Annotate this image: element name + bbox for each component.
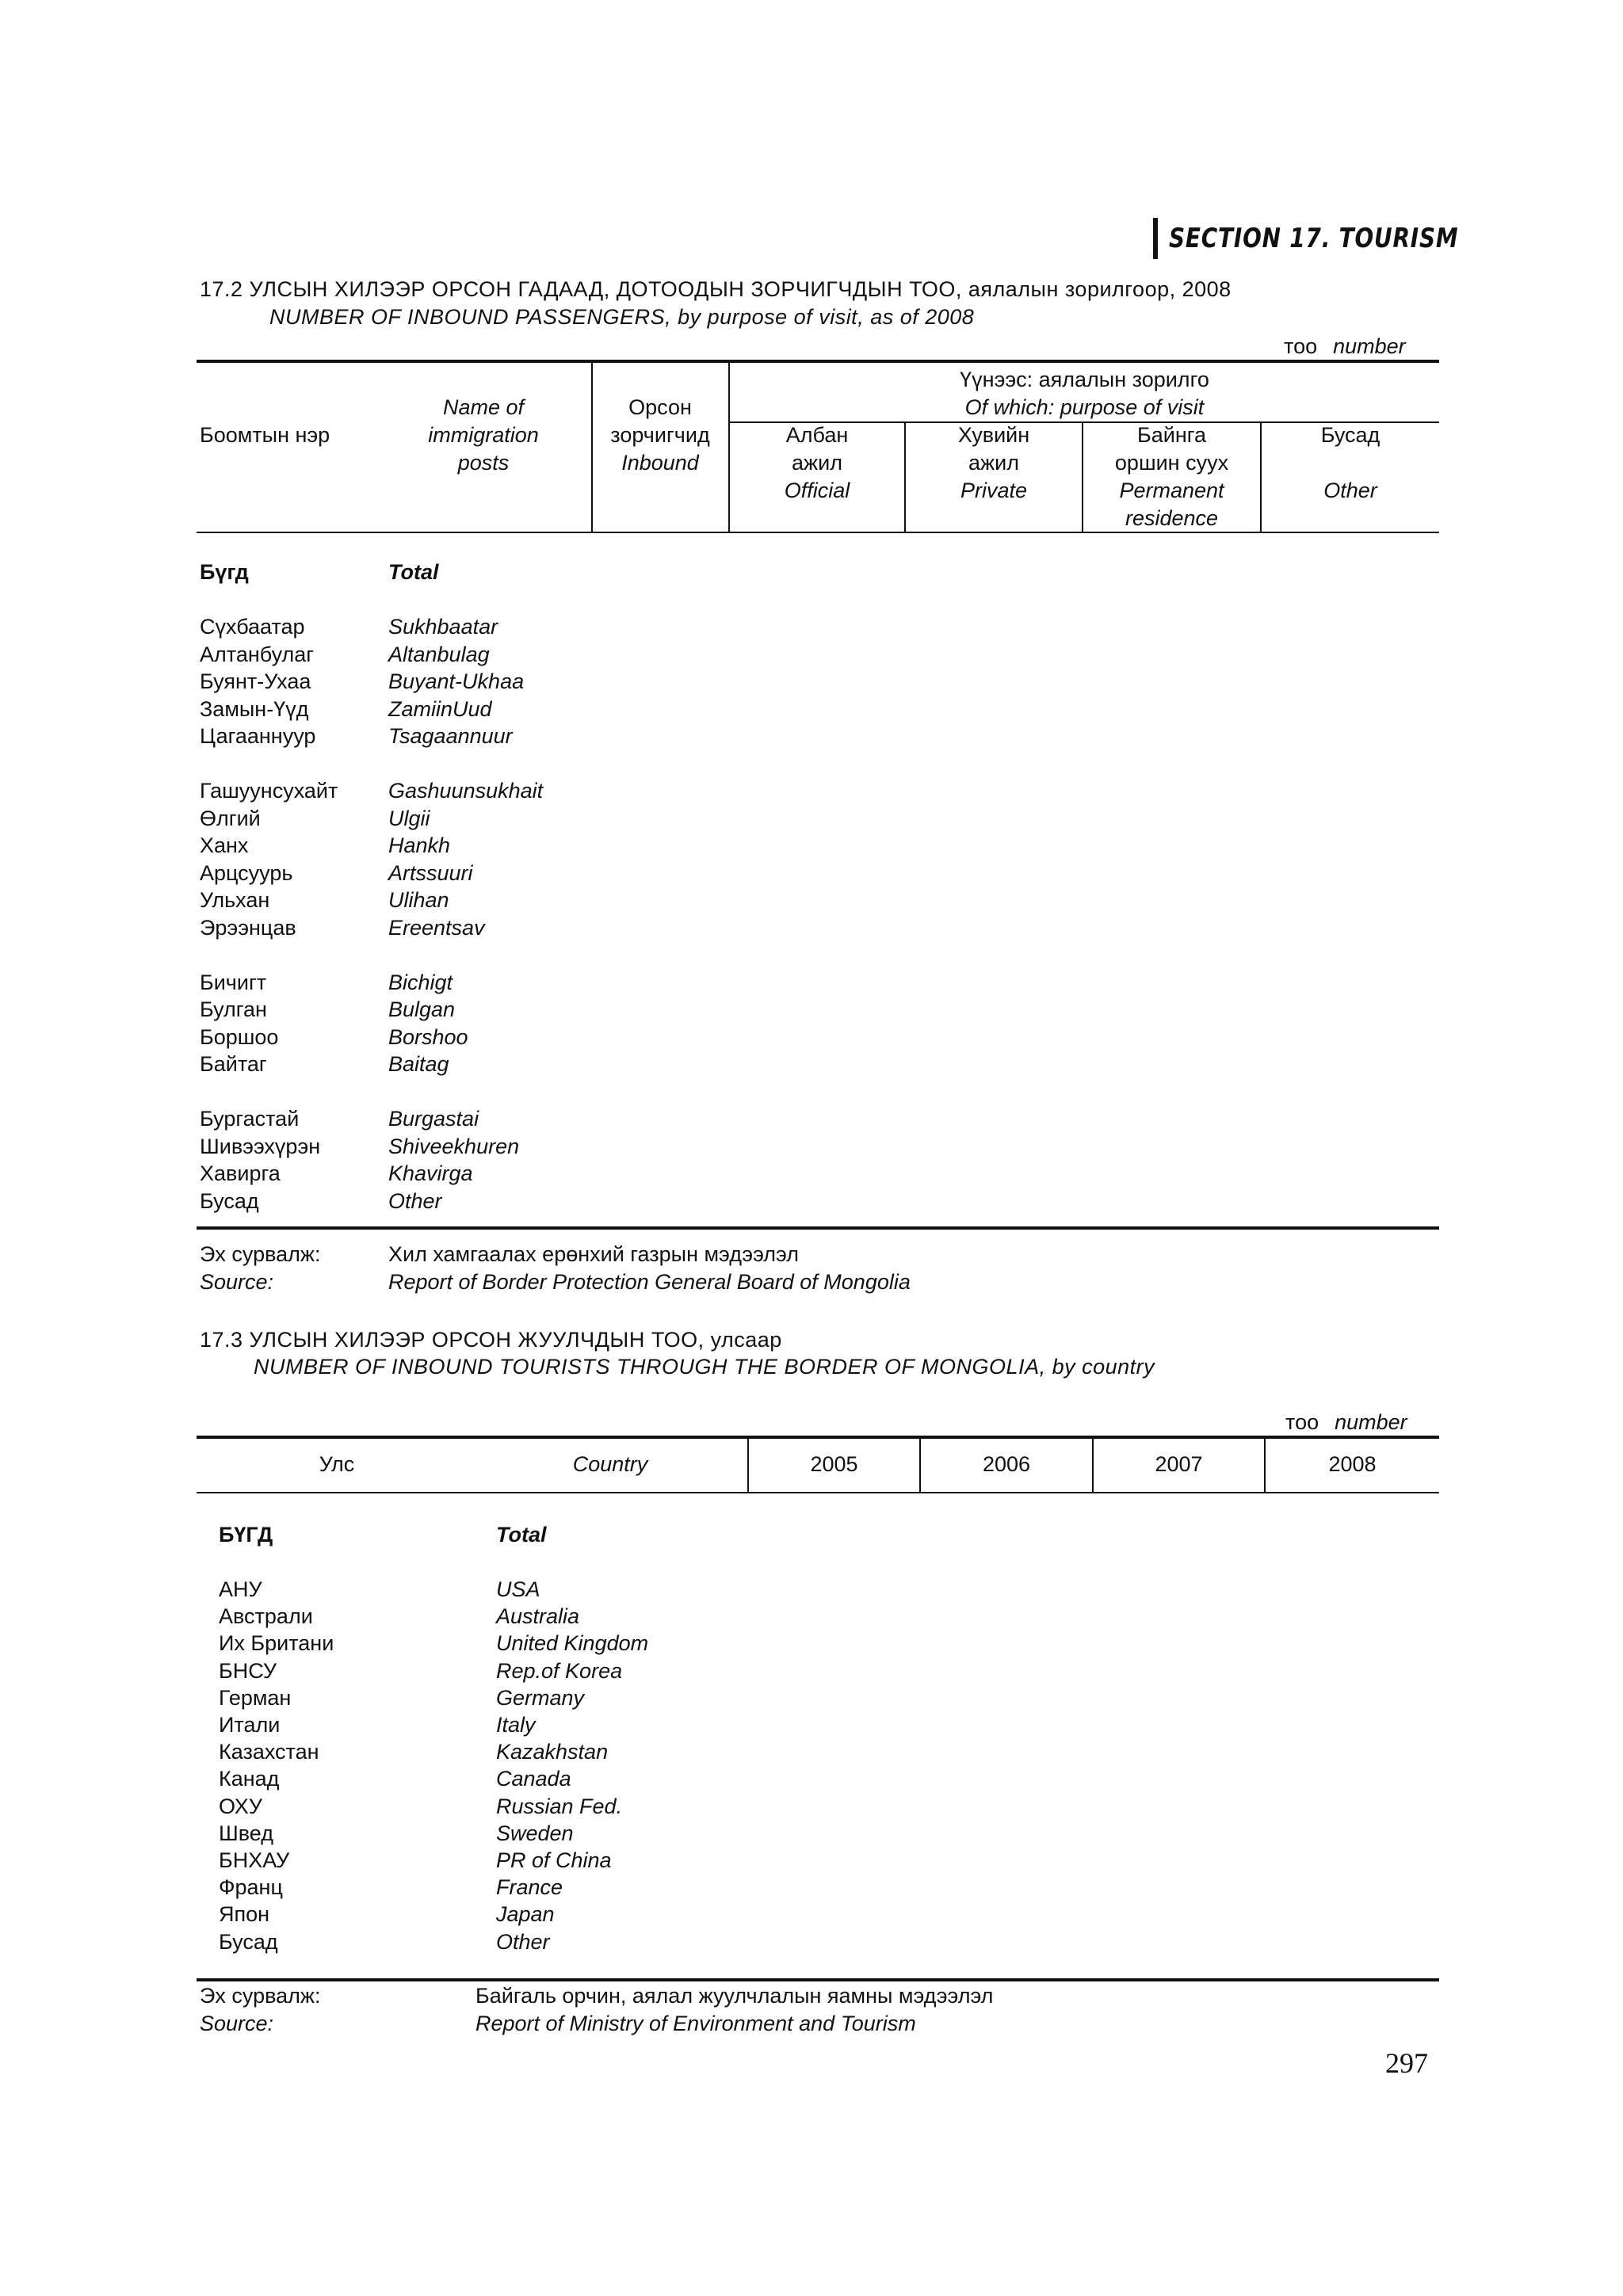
table1-source-mn: Хил хамгаалах ерөнхий газрын мэдээлэл xyxy=(388,1242,799,1266)
table1-source-label-mn: Эх сурвалж: xyxy=(200,1242,321,1266)
table1-head-permanent-1: Байнга xyxy=(1137,423,1206,447)
country-en: Kazakhstan xyxy=(496,1740,609,1764)
country-en: Sweden xyxy=(496,1821,574,1845)
table1-bottom-rule xyxy=(197,1226,1439,1230)
post-name-en: Hankh xyxy=(388,833,451,857)
table1-head-group-mn: Үүнээс: аялалын зорилго xyxy=(960,368,1209,391)
table1-top-rule xyxy=(197,360,1439,363)
country-mn: БНХАУ xyxy=(219,1848,290,1872)
table2-head-2005: 2005 xyxy=(810,1452,858,1476)
post-name-en: Gashuunsukhait xyxy=(388,779,544,803)
table1-head-permanent-3: Permanent xyxy=(1119,479,1224,502)
post-name-mn: Цагааннуур xyxy=(200,724,316,748)
country-en: Canada xyxy=(496,1767,571,1791)
country-mn: Бусад xyxy=(219,1929,278,1954)
post-name-mn: Замын-Үүд xyxy=(200,696,309,721)
table2-title-mn: 17.3 УЛСЫН ХИЛЭЭР ОРСОН ЖУУЛЧДЫН ТОО, улсаар xyxy=(200,1328,782,1352)
post-name-mn: Сүхбаатар xyxy=(200,615,305,639)
country-mn: Их Британи xyxy=(219,1631,334,1656)
table1-title-en: NUMBER OF INBOUND PASSENGERS, by purpose of visit, as of 2008 xyxy=(269,305,975,329)
table2-unit xyxy=(1285,1410,1407,1435)
country-mn: ОХУ xyxy=(219,1794,262,1818)
country-mn: Герман xyxy=(219,1685,292,1710)
post-name-en: Artssuuri xyxy=(388,860,473,885)
table2-head-2008: 2008 xyxy=(1328,1452,1377,1476)
post-name-en: Bulgan xyxy=(388,997,456,1021)
country-mn: Итали xyxy=(219,1713,281,1737)
table2-top-rule xyxy=(197,1436,1439,1439)
table2-unit-mn: тоо xyxy=(1285,1410,1319,1434)
post-name-mn: Арцсуурь xyxy=(200,860,293,885)
table1-head-post-mn: Боомтын нэр xyxy=(200,423,330,447)
table1-head-permanent-4: residence xyxy=(1125,506,1219,530)
table1-head-official-2: ажил xyxy=(792,451,842,475)
post-name-mn: Ульхан xyxy=(200,888,270,912)
table1-head-official-1: Албан xyxy=(785,423,849,447)
table1-unit-en: number xyxy=(1333,334,1406,358)
country-en: France xyxy=(496,1875,563,1900)
post-name-en: Ereentsav xyxy=(388,915,485,940)
country-en: Germany xyxy=(496,1685,585,1710)
table1-header-rule xyxy=(197,532,1439,533)
post-name-en: Altanbulag xyxy=(388,642,490,666)
post-name-mn: Өлгий xyxy=(200,806,261,830)
table1-head-private-1: Хувийн xyxy=(957,423,1030,447)
table1-source-label-en: Source: xyxy=(200,1270,274,1294)
country-mn: Япон xyxy=(219,1902,270,1927)
table1-source-en: Report of Border Protection General Board of Mongolia xyxy=(388,1270,911,1294)
table1-head-private-3: Private xyxy=(960,479,1028,502)
country-en: Russian Fed. xyxy=(496,1794,623,1818)
country-en: Other xyxy=(496,1929,550,1954)
table1-unit xyxy=(1284,334,1406,359)
table1-head-post-en-2: immigration xyxy=(428,423,539,447)
table1-head-other-2: Other xyxy=(1323,479,1377,502)
table1-head-post-en-3: posts xyxy=(457,451,510,475)
section-header xyxy=(1153,218,1522,259)
post-name-en: Baitag xyxy=(388,1052,449,1076)
post-name-mn: Бургастай xyxy=(200,1107,300,1131)
post-name-en: Burgastai xyxy=(388,1107,479,1131)
table2-title-en: NUMBER OF INBOUND TOURISTS THROUGH THE BORDER OF MONGOLIA, by country xyxy=(254,1355,1155,1379)
post-name-en: Tsagaannuur xyxy=(388,724,513,748)
post-name-mn: Бичигт xyxy=(200,970,267,994)
table2-head-country-en: Country xyxy=(572,1452,648,1476)
post-name-en: Other xyxy=(388,1188,442,1213)
post-name-mn: Шивээхүрэн xyxy=(200,1134,321,1158)
post-name-en: Ulgii xyxy=(388,806,430,830)
post-name-mn: Бусад xyxy=(200,1188,259,1213)
post-name-mn: Буянт-Ухаа xyxy=(200,669,311,693)
table1-head-inbound-mn-2: зорчигчид xyxy=(610,423,710,447)
table1-unit-mn: тоо xyxy=(1284,334,1318,358)
table1-head-post-en-1: Name of xyxy=(442,395,525,419)
country-en: Italy xyxy=(496,1713,536,1737)
table2-header-rule xyxy=(197,1492,1439,1493)
post-name-en: Bichigt xyxy=(388,970,453,994)
section-header-text: SECTION 17. TOURISM xyxy=(1169,223,1459,254)
table1-head-inbound-en: Inbound xyxy=(621,451,699,475)
post-name-mn: Байтаг xyxy=(200,1052,267,1076)
country-mn: Франц xyxy=(219,1875,283,1900)
table2-head-country-mn: Улс xyxy=(319,1452,355,1476)
table2-source-en: Report of Ministry of Environment and Tourism xyxy=(475,2012,916,2035)
post-name-en: Total xyxy=(388,560,439,584)
country-mn: АНУ xyxy=(219,1577,262,1601)
country-en: PR of China xyxy=(496,1848,612,1872)
page-number: 297 xyxy=(1385,2047,1428,2079)
table1-head-official-3: Official xyxy=(784,479,850,502)
table2-source-label-en: Source: xyxy=(200,2012,274,2035)
country-mn: Австрали xyxy=(219,1604,313,1629)
country-mn: Швед xyxy=(219,1821,273,1845)
table1-head-private-2: ажил xyxy=(968,451,1019,475)
country-mn: Казахстан xyxy=(219,1740,319,1764)
table1-head-inbound-mn-1: Орсон xyxy=(628,395,692,419)
table2-head-2006: 2006 xyxy=(982,1452,1031,1476)
country-en: Japan xyxy=(496,1902,555,1927)
post-name-mn: Эрээнцав xyxy=(200,915,296,940)
post-name-en: Buyant-Ukhaa xyxy=(388,669,525,693)
section-header-bar xyxy=(1153,218,1158,259)
country-en: Rep.of Korea xyxy=(496,1658,623,1683)
table2-head-2007: 2007 xyxy=(1155,1452,1203,1476)
table2-source-label-mn: Эх сурвалж: xyxy=(200,1984,321,2008)
post-name-en: Shiveekhuren xyxy=(388,1134,520,1158)
post-name-mn: Ханх xyxy=(200,833,249,857)
table1-head-other-1: Бусад xyxy=(1320,423,1381,447)
table1-head-permanent-2: оршин суух xyxy=(1114,451,1229,475)
post-name-mn: Гашуунсухайт xyxy=(200,779,338,803)
table1-head-group-en: Of which: purpose of visit xyxy=(964,395,1205,419)
country-en: Australia xyxy=(496,1604,580,1629)
post-name-en: ZamiinUud xyxy=(388,696,492,721)
post-name-mn: Боршоо xyxy=(200,1024,279,1049)
table2-unit-en: number xyxy=(1335,1410,1407,1434)
table2-bottom-rule xyxy=(197,1978,1439,1981)
post-name-en: Ulihan xyxy=(388,888,449,912)
table2-source-mn: Байгаль орчин, аялал жуулчлалын яамны мэдээлэл xyxy=(475,1984,994,2008)
country-mn: Канад xyxy=(219,1767,280,1791)
post-name-en: Sukhbaatar xyxy=(388,615,498,639)
post-name-mn: Хавирга xyxy=(200,1161,281,1185)
country-en: Total xyxy=(496,1523,547,1547)
post-name-en: Borshoo xyxy=(388,1024,468,1049)
post-name-mn: Бүгд xyxy=(200,560,249,584)
table1-title-mn: 17.2 УЛСЫН ХИЛЭЭР ОРСОН ГАДААД, ДОТООДЫН ЗОРЧИГЧДЫН ТОО, аялалын зорилгоор, 2008 xyxy=(200,277,1232,301)
country-mn: БҮГД xyxy=(219,1523,273,1547)
country-en: United Kingdom xyxy=(496,1631,649,1656)
post-name-en: Khavirga xyxy=(388,1161,473,1185)
post-name-mn: Булган xyxy=(200,997,267,1021)
post-name-mn: Алтанбулаг xyxy=(200,642,315,666)
country-en: USA xyxy=(496,1577,540,1601)
country-mn: БНСУ xyxy=(219,1658,277,1683)
